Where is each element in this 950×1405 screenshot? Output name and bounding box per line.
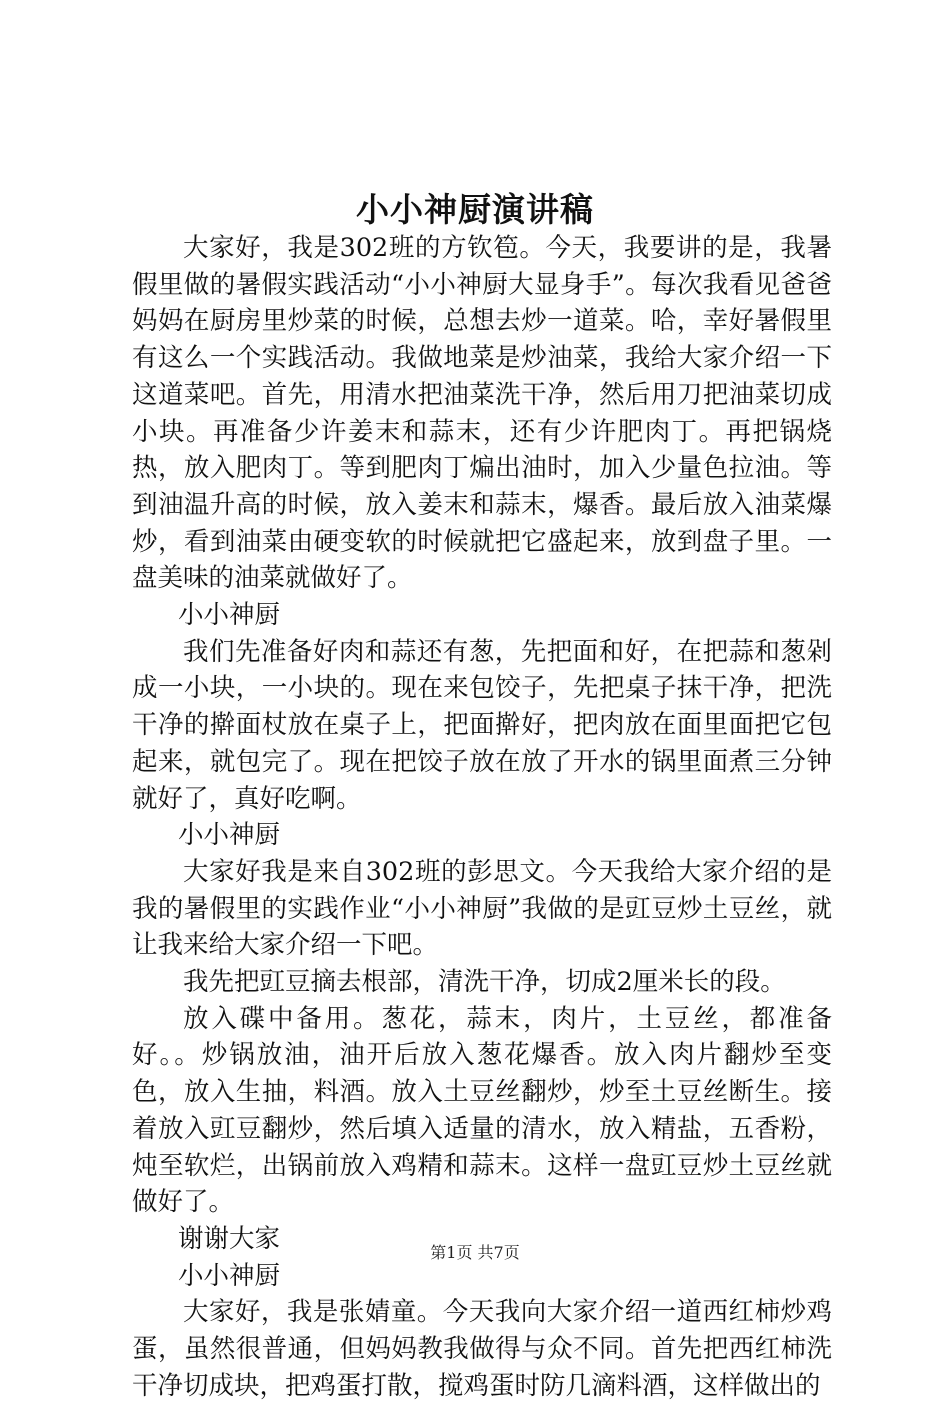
document-title: 小小神厨演讲稿 [356,190,594,229]
page-footer: 第1页 共7页 [430,1243,520,1262]
document-body [132,230,832,1405]
paragraph-intro-2: 大家好我是来自302班的彭思文。今天我给大家介绍的是我的暑假里的实践作业“小小神厨”我做的是豇豆炒土豆丝，就让我来给大家介绍一下吧。 [132,856,832,961]
paragraph-dumplings: 我们先准备好肉和蒜还有葱，先把面和好，在把蒜和葱剁成一小块，一小块的。现在来包饺子，先把桌子抹干净，把洗干净的擀面杖放在桌子上，把面擀好，把肉放在面里面把它包起来，就包完了。现在把饺子放在放了开水的锅里面煮三分钟就好了，真好吃啊。 [132,636,832,814]
section-heading: 小小神厨 [178,820,281,851]
section-heading: 小小神厨 [178,600,281,631]
thanks-line: 谢谢大家 [178,1223,281,1254]
paragraph-steps: 放入碟中备用。葱花，蒜末，肉片，土豆丝，都准备好。。炒锅放油，油开后放入葱花爆香。放入肉片翻炒至变色，放入生抽，料酒。放入土豆丝翻炒，炒至土豆丝断生。接着放入豇豆翻炒，然后填入适量的清水，放入精盐，五香粉，炖至软烂，出锅前放入鸡精和蒜末。这样一盘豇豆炒土豆丝就做好了。 [132,1003,832,1218]
paragraph-step: 我先把豇豆摘去根部，清洗干净，切成2厘米长的段。 [183,967,786,998]
paragraph-tomato-egg: 大家好，我是张婧童。今天我向大家介绍一道西红柿炒鸡蛋，虽然很普通，但妈妈教我做得与众不同。首先把西红柿洗干净切成块，把鸡蛋打散，搅鸡蛋时防几滴料酒，这样做出的 [132,1297,832,1401]
section-heading: 小小神厨 [178,1260,281,1291]
paragraph-intro: 大家好，我是302班的方钦笣。今天，我要讲的是，我暑假里做的暑假实践活动“小小神厨大显身手”。每次我看见爸爸妈妈在厨房里炒菜的时候，总想去炒一道菜。哈，幸好暑假里有这么一个实践活动。我做地菜是炒油菜，我给大家介绍一下这道菜吧。首先，用清水把油菜洗干净，然后用刀把油菜切成小块。再准备少许姜末和蒜末，还有少许肥肉丁。再把锅烧热，放入肥肉丁。等到肥肉丁煸出油时，加入少量色拉油。等到油温升高的时候，放入姜末和蒜末，爆香。最后放入油菜爆炒，看到油菜由硬变软的时候就把它盛起来，放到盘子里。一盘美味的油菜就做好了。 [132,233,832,594]
